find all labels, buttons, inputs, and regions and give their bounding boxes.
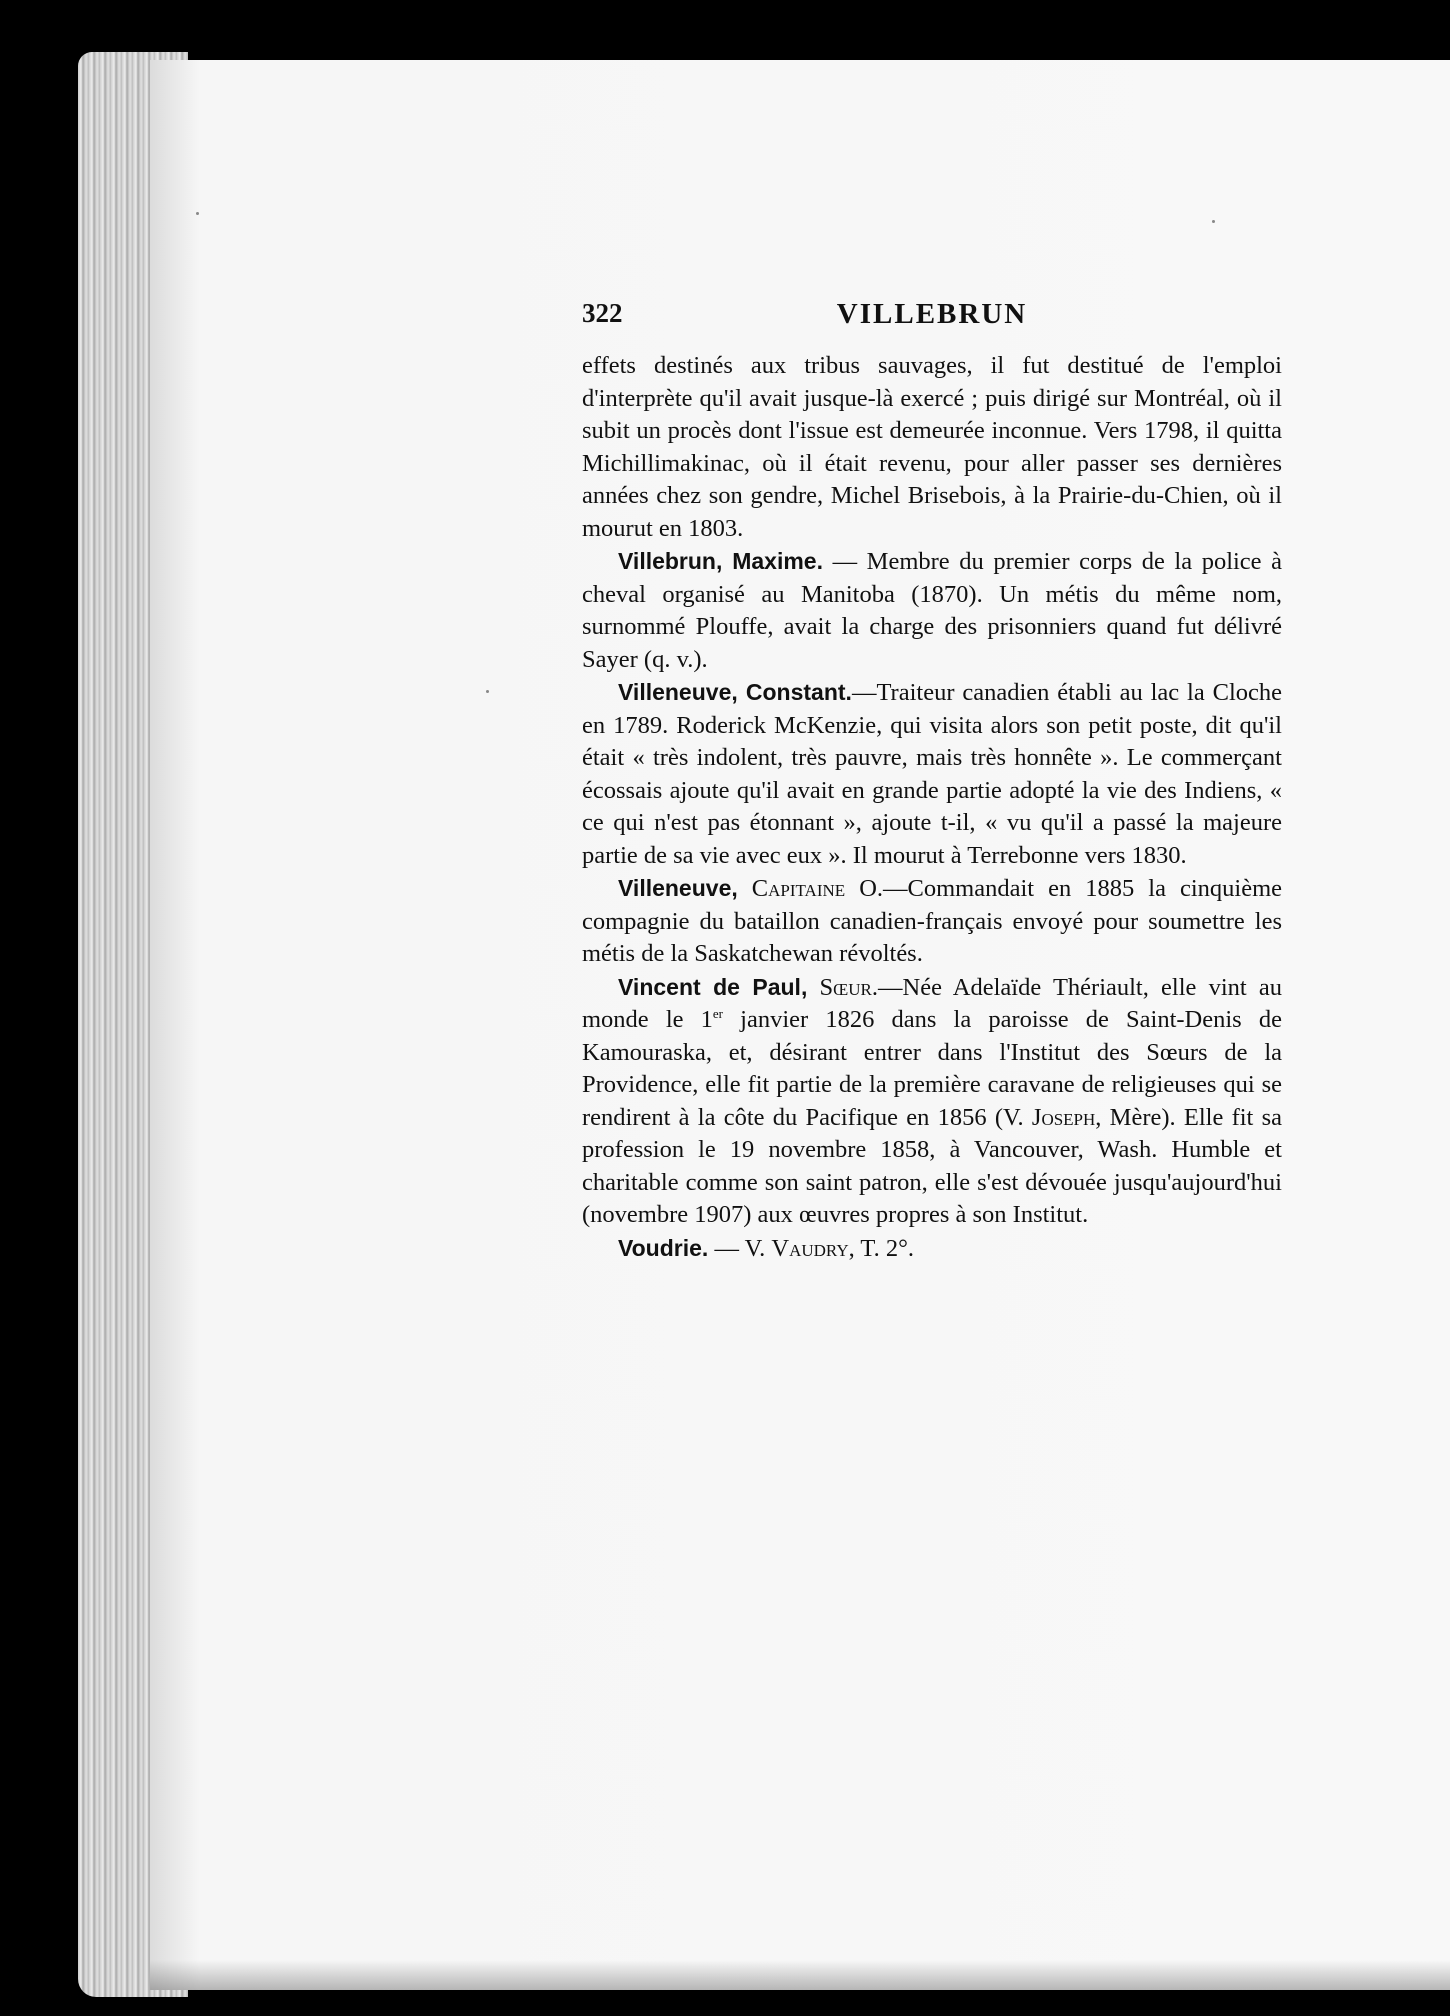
entry-headword: Villeneuve, Constant.	[618, 679, 852, 705]
entry-voudrie	[582, 1232, 1282, 1266]
entry-title: Sœur	[819, 973, 872, 1001]
entry-headword: Villeneuve,	[618, 875, 738, 901]
ordinal-superscript: er	[712, 1005, 724, 1021]
entry-text: — V.	[708, 1234, 772, 1262]
entry-villeneuve-capitaine	[582, 872, 1282, 971]
cross-reference: Joseph	[1031, 1103, 1096, 1131]
entry-text: —Commandait en 1885 la cinquième compagnie du bataillon canadien-français envoyé pour soumettre les métis de la Saskatchewan révoltés.	[582, 875, 1283, 967]
entry-headword: Villebrun, Maxime.	[618, 548, 823, 574]
cross-reference: Vaudry	[771, 1234, 849, 1262]
entry-text: janvier 1826 dans la paroisse de Saint-Denis de Kamouraska, et, désirant entrer dans l'Institut des Sœurs de la Providence, elle fit partie de la première caravane de religieuses qui se rendirent à la côte du Pacifique en 1856 (V.	[582, 1006, 1282, 1131]
entry-title: Capitaine	[751, 875, 846, 902]
entry-text: , Mère). Elle fit sa profession le 19 novembre 1858, à Vancouver, Wash. Humble et charitable comme son saint patron, elle s'est dévouée jusqu'aujourd'hui (novembre 1907) aux œuvres propres à son Institut.	[582, 1103, 1282, 1228]
entry-text: , T. 2°.	[848, 1234, 914, 1262]
page-header	[582, 298, 1282, 350]
page-number: 322	[582, 298, 623, 328]
page-text-block	[582, 298, 1282, 1265]
entry-villebrun-maxime	[582, 545, 1282, 676]
paper-speck	[196, 212, 199, 215]
entry-text: .—Née Adelaïde Thériault, elle vint au monde le 1	[582, 973, 1282, 1033]
entry-vincent-de-paul	[582, 971, 1282, 1232]
running-head: VILLEBRUN	[836, 298, 1028, 330]
entry-text: —Traiteur canadien établi au lac la Cloche en 1789. Roderick McKenzie, qui visita alors son petit poste, dit qu'il était « très indolent, très pauvre, mais très honnête ». Le commerçant écossais ajoute qu'il avait en grande partie adopté la vie des Indiens, « ce qui n'est pas étonnant », ajoute t-il, « vu qu'il a passé la majeure partie de sa vie avec eux ». Il mourut à Terrebonne vers 1830.	[582, 679, 1282, 869]
entry-headword: Vincent de Paul,	[618, 973, 808, 1000]
entry-text: — Membre du premier corps de la police à cheval organisé au Manitoba (1870). Un métis du même nom, surnommé Plouffe, avait la charge des prisonniers quand fut délivré Sayer (q. v.).	[582, 548, 1283, 673]
paper-speck	[1212, 220, 1215, 223]
paper-speck	[486, 690, 489, 693]
entry-villeneuve-constant	[582, 676, 1282, 872]
entry-initial: O.	[859, 875, 884, 902]
continuation-paragraph: effets destinés aux tribus sauvages, il fut destitué de l'emploi d'interprète qu'il avait jusque-là exercé ; puis dirigé sur Montréal, où il subit un procès dont l'issue est demeurée inconnue. Vers 1798, il quitta Michillimakinac, où il était revenu, pour aller passer ses dernières années chez son gendre, Michel Brisebois, à la Prairie-du-Chien, où il mourut en 1803.	[582, 352, 1282, 542]
entry-headword: Voudrie.	[618, 1234, 709, 1261]
page-bottom-shadow	[150, 1960, 1450, 1990]
